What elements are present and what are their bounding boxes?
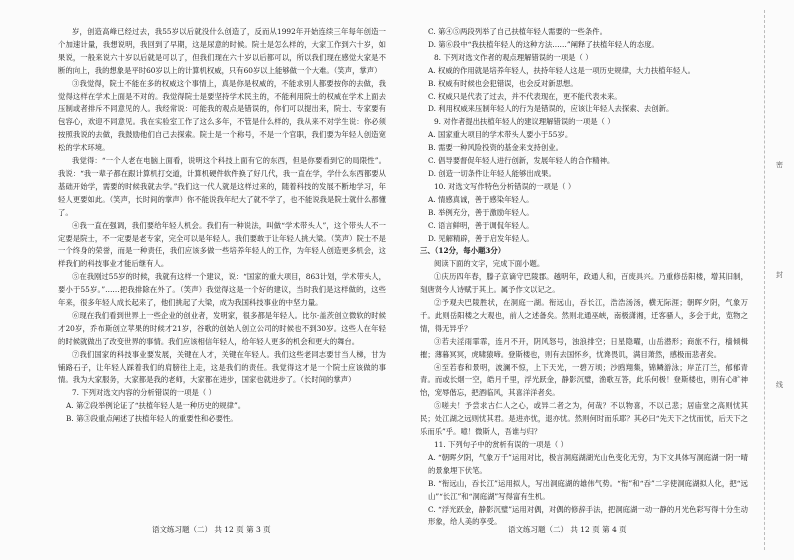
right-column	[420, 26, 748, 529]
paragraph: 11. 下列句子中的赏析有误的一项是（ ）	[434, 440, 568, 449]
side-mark-1: 密	[776, 161, 783, 169]
answer-option: A. 第②段举例论证了“扶植年轻人是一种历史的规律”。	[66, 401, 246, 411]
answer-option: C. “浮光跃金，静影沉璧”运用对偶，对偶的修辞手法，把洞庭湖一动一静的月光色彩写得十分生动形象，给人美的享受。	[428, 504, 748, 527]
answer-option: D. 第⑥段中“我扶植年轻人的这种方法……”阐释了扶植年轻人的态度。	[428, 39, 659, 49]
answer-option: D. 利用权威来压制年轻人的行为是错误的，应该让年轻人去探索、去创新。	[428, 104, 674, 114]
paragraph: ⑥现在我们看到世界上一些企业的创业者，发明家，很多都是年轻人。比尔·盖茨创立微软的时候才20岁，乔布斯创立苹果的时候才21岁，谷歌的创始人创立公司的时候也不到30岁。这些人在年轻的时候就做出了改变世界的事情。我们应该相信年轻人，给年轻人更多的机会和更大的舞台。	[58, 310, 386, 346]
answer-option: A. “朝晖夕阴，气象万千”运用对比，极言洞庭湖湖光山色变化无穷，为下文具体写洞庭湖一阴一晴的景象埋下伏笔。	[428, 452, 748, 475]
paragraph: 我觉得：“一个人老在电脑上面看，说明这个科技上面有它的东西，但是你要看到它的局限性”。我说：“我一辈子都在跟计算机打交道，计算机硬件软件换了好几代，我一直在学，学什么东西都要从基础开始学，需要的时候我就去学。”我们这一代人就是这样过来的，随着科技的发展不断地学习，年轻人更要如此。（笑声，长时间的掌声）你不能说我年纪大了就不学了，也不能说我是院士就什么都懂了。	[58, 156, 386, 217]
answer-option: B. 权威有时候也会犯错误，也会反对新思想。	[428, 78, 578, 88]
paragraph: 10. 对选文写作特色分析错误的一项是（ ）	[434, 181, 576, 191]
paragraph: ③若夫淫雨霏霏，连月不开，阴风怒号，浊浪排空；日星隐曜，山岳潜形；商旅不行，樯倾楫摧；薄暮冥冥，虎啸猿啼。登斯楼也，则有去国怀乡，忧谗畏讥，满目萧然，感极而悲者矣。	[420, 336, 748, 359]
answer-option: B. 第③段重点阐述了扶植年轻人的重要性和必要性。	[66, 414, 238, 424]
paragraph: ③我觉得，院士不能在多的权威这个事情上，真是你是权威的，不能求别人都要按你的去做，我觉得这样在学术上面是不对的。我觉得院士是要坚持学术民主的，不能利用院士的权威在学术上面去压制或者排斥不同意见的人。我经常说：可能我的观点是错误的，你们可以提出来，院士、专家要有包容心，欢迎不同意见。我在实验室工作了这么多年，不管是什么样的，我从来不对学生说：你必须按照我说的去做，我鼓励他们自己去探索。院士是一个称号，不是一个官职，我们要为年轻人创造宽松的学术环境。	[58, 78, 386, 153]
paragraph: ④我一直在强调，我们要给年轻人机会。我们有一种说法，叫做“学术带头人”，这个带头人不一定要是院士，不一定要是老专家，完全可以是年轻人。我们要敢于让年轻人挑大梁。（笑声）院士不是一个终身的荣誉，而是一种责任，我们应该多做一些培养年轻人的工作，为年轻人创造更多机会，这样我们的科技事业才能后继有人。	[58, 220, 386, 269]
paragraph: ②予观夫巴陵胜状，在洞庭一湖。衔远山，吞长江，浩浩汤汤，横无际涯；朝晖夕阴，气象万千。此则岳阳楼之大观也，前人之述备矣。然则北通巫峡，南极潇湘，迁客骚人，多会于此，览物之情，得无异乎？	[420, 298, 748, 333]
paragraph: ④至若春和景明，波澜不惊，上下天光，一碧万顷；沙鸥翔集，锦鳞游泳；岸芷汀兰，郁郁青青。而或长烟一空，皓月千里，浮光跃金，静影沉璧，渔歌互答，此乐何极！登斯楼也，则有心旷神怡，宠辱偕忘，把酒临风，其喜洋洋者矣。	[420, 362, 748, 398]
answer-option: A. 情感真诚，善于感染年轻人。	[428, 194, 534, 204]
answer-option: C. 第④⑤两段列举了自己扶植年轻人需要的一些条件。	[428, 27, 607, 36]
answer-option: C. 语言鲜明，善于调侃年轻人。	[428, 220, 534, 230]
answer-option: C. 权威只是代表了过去，并不代表现在，更不能代表未来。	[428, 91, 622, 101]
answer-option: D. 创造一切条件让年轻人能够出成果。	[428, 168, 556, 178]
answer-option: A. 国家重大项目的学术带头人要小于55岁。	[428, 130, 573, 140]
answer-option: B. 需要一种风险投资的基金来支持创业。	[428, 143, 563, 153]
paragraph: ⑦我们国家的科技事业要发展，关键在人才，关键在年轻人。我们这些老同志要甘当人梯，甘为铺路石子，让年轻人踩着我们的肩膀往上走，这是我们的责任。我觉得这才是一个院士应该做的事情。我为大家服务，大家都是我的老师，大家都在进步，国家也就进步了。（长时间的掌声）	[58, 349, 386, 385]
footer-right: 语文练习题（二） 共 12 页 第 4 页	[508, 525, 627, 534]
paragraph: ①庆历四年春，滕子京谪守巴陵郡。越明年，政通人和，百废具兴。乃重修岳阳楼，增其旧制，刻唐贤今人诗赋于其上。属予作文以记之。	[420, 272, 748, 295]
answer-option: D. 见解精辟，善于启发年轻人。	[428, 233, 534, 243]
side-mark-2: 封	[776, 271, 783, 279]
answer-option: A. 权威的作用就是培养年轻人，扶持年轻人这是一项历史规律，大力扶植年轻人。	[428, 65, 696, 75]
section-heading: 三、（12分，每小题3分）	[420, 246, 506, 256]
answer-option: B. 举例充分，善于激励年轻人。	[428, 207, 534, 217]
footer-left: 语文练习题（二） 共 12 页 第 3 页	[152, 525, 271, 534]
paragraph: 9. 对作者提出扶植年轻人的建议理解错误的一项是（ ）	[434, 117, 615, 127]
left-column	[58, 26, 386, 426]
paragraph: 8. 下列对选文作者的观点理解错误的一项是（ ）	[434, 52, 593, 62]
answer-option: B. “衔远山，吞长江”运用拟人，写出洞庭湖的雄伟气势。“衔”和“吞”二字使洞庭湖拟人化，把“远山”“长江”和“洞庭湖”写得富有生机。	[428, 478, 748, 501]
paragraph: 7. 下列对选文内容的分析错误的一项是（ ）	[72, 388, 216, 398]
side-mark-3: 线	[776, 381, 783, 389]
paragraph: ⑤在我刚过55岁的时候，我就有这样一个建议，说：“国家的重大项目，863计划，学术带头人，要小于55岁。”……把我排除在外了。（笑声）我觉得这是一个好的建议，当时我们是这样做的，这些年来，很多年轻人成长起来了，他们挑起了大梁，成为我国科技事业的中坚力量。	[58, 272, 386, 308]
paragraph: ⑤嗟夫！予尝求古仁人之心，或异二者之为，何哉？不以物喜，不以己悲；居庙堂之高则忧其民；处江湖之远则忧其君。是进亦忧，退亦忧。然则何时而乐耶？其必曰“先天下之忧而忧，后天下之乐而乐”乎。噫！微斯人，吾谁与归？	[420, 401, 748, 437]
binding-line	[764, 10, 765, 550]
paragraph: 阅读下面的文字，完成下面小题。	[434, 259, 545, 269]
paragraph: 岁，创造高峰已经过去，我55岁以后就没什么创造了，反而从1992年开始连续三年每年创造一个加速计量，我想说明，我回到了早期，这是尿意的时候。院士是怎么样的，大家工作到六十岁，如果说，一般来说六十岁以后就是可以了，但我们现在六十岁以后都可以，所以我们现在感觉大家是不断的向上，我的想象是平时60岁以上的计算机权威，只有60岁以上能够做一个大难。（笑声，掌声）	[58, 27, 386, 75]
answer-option: C. 倡导要督促年轻人进行创新，发展年轻人的合作精神。	[428, 156, 615, 166]
